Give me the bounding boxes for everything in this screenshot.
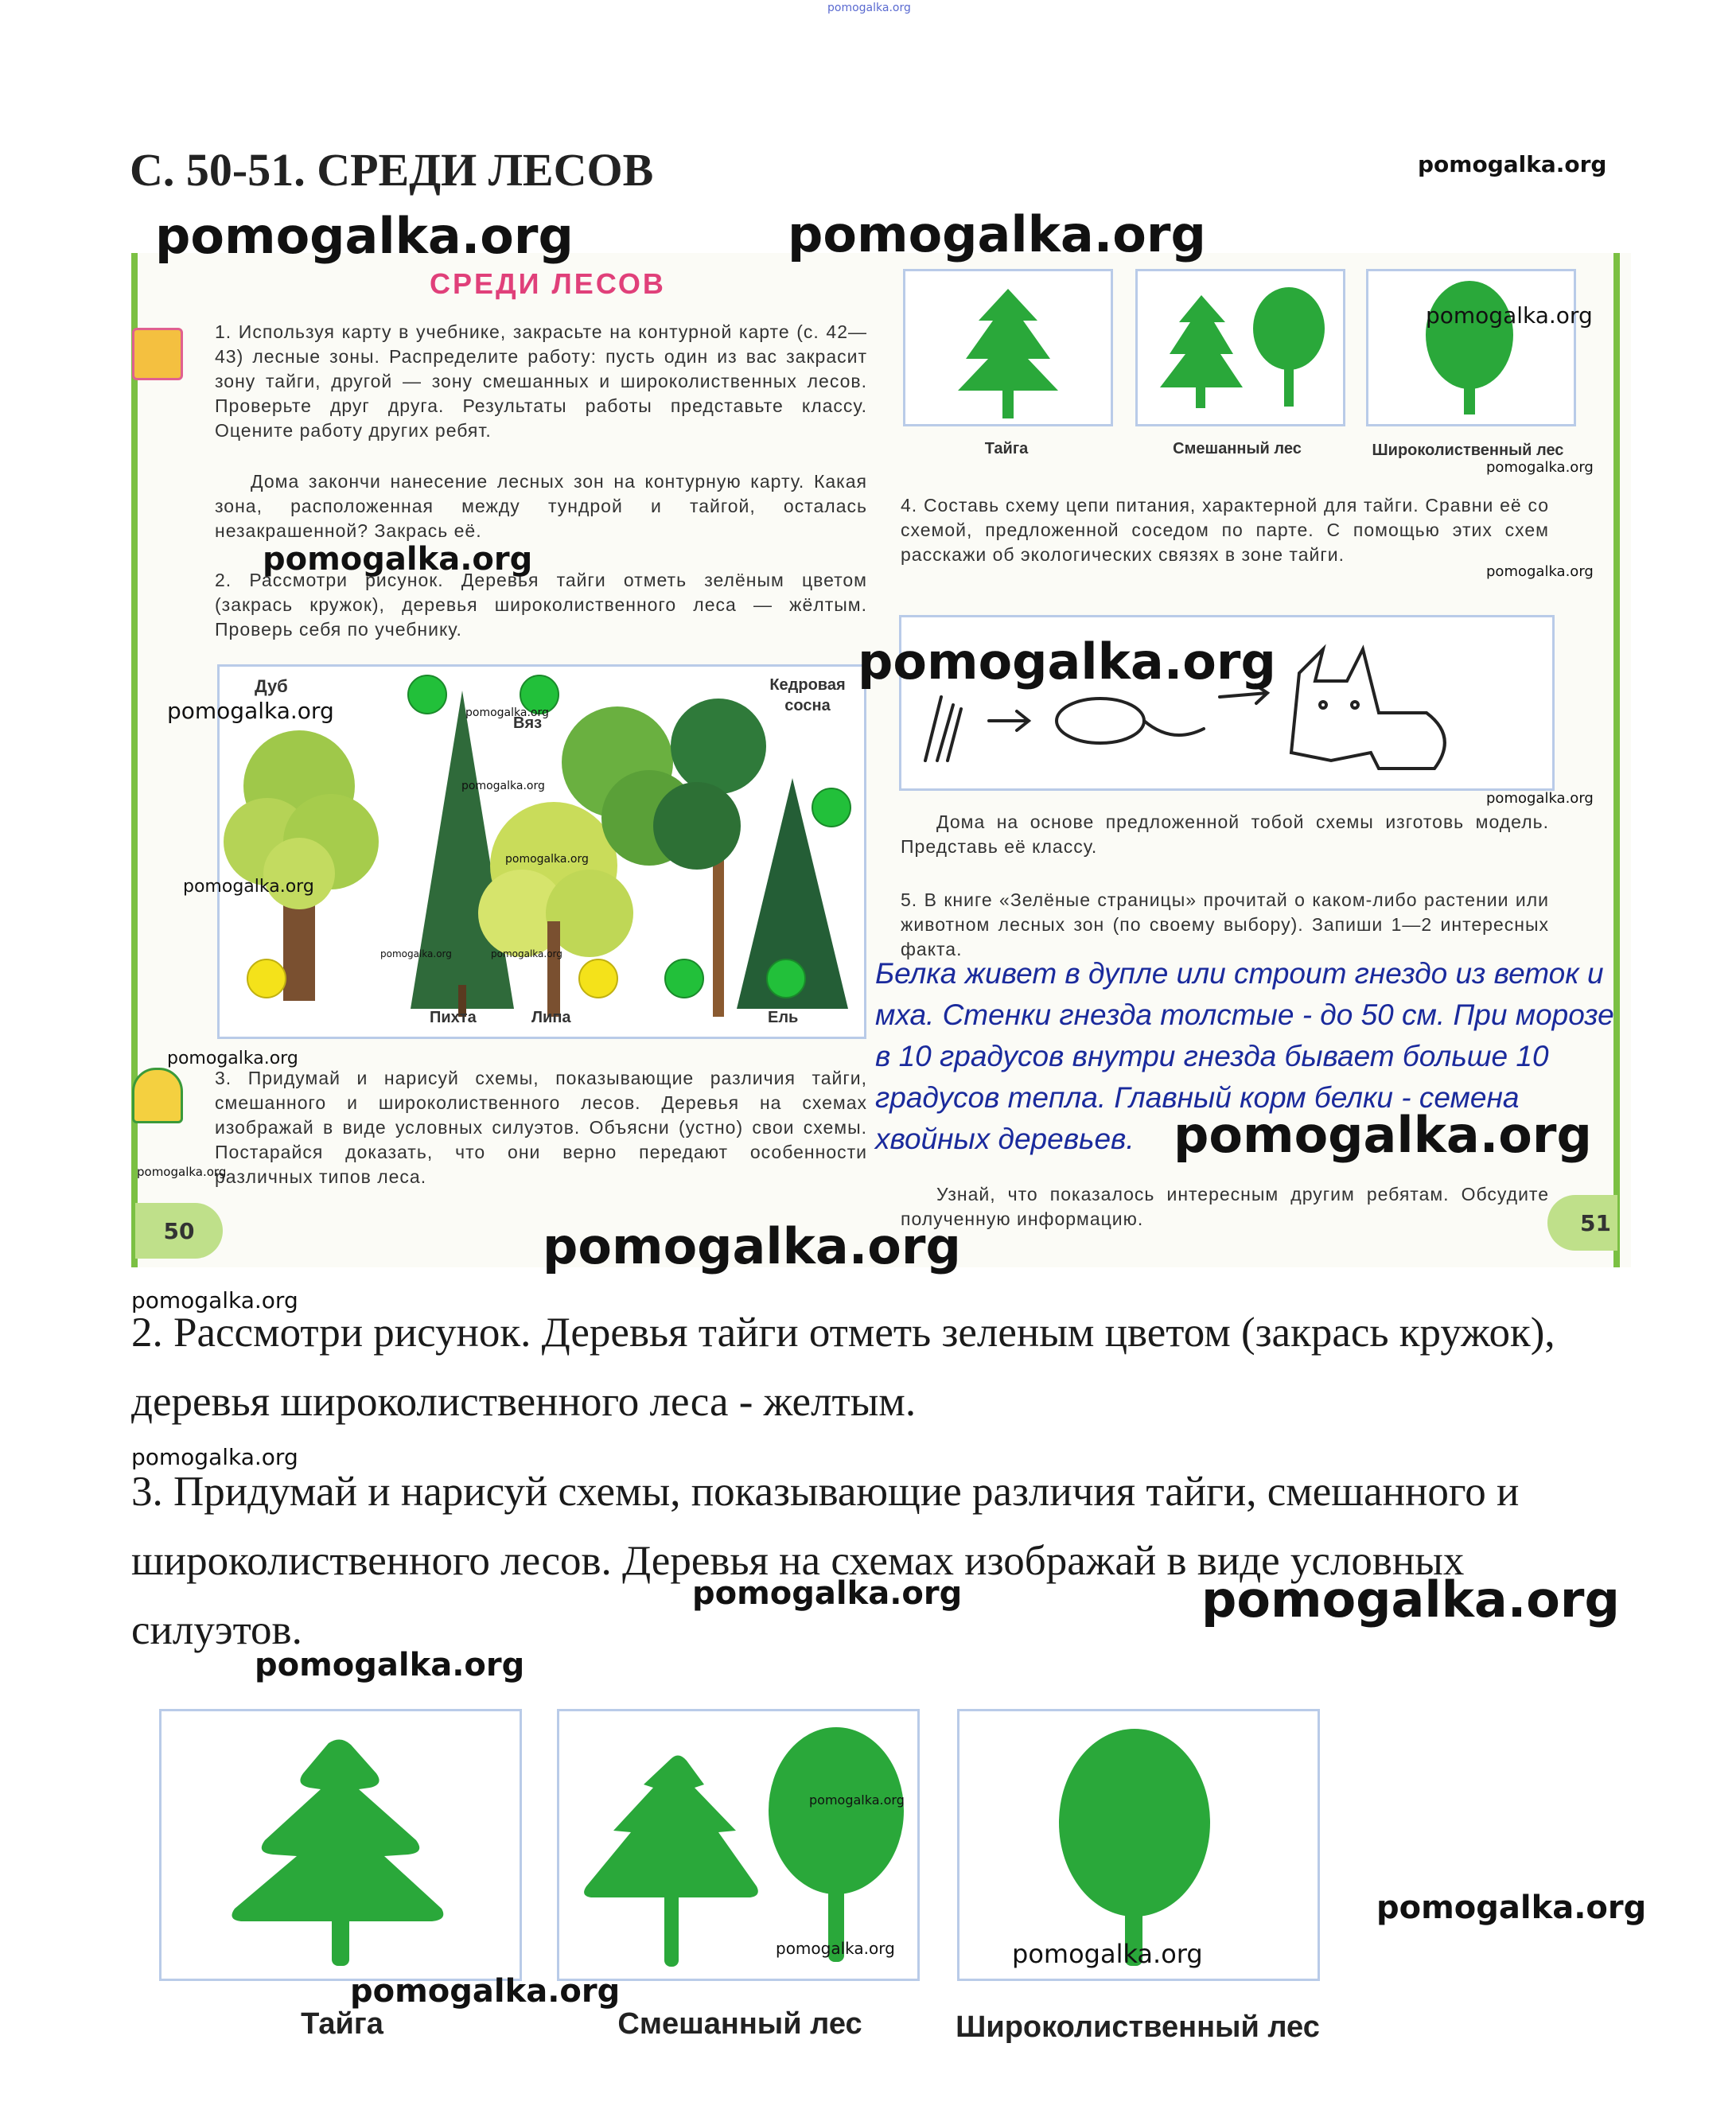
- footer-note: Узнай, что показалось интересным другим ребятам. Обсудите полученную информацию.: [901, 1184, 1549, 1229]
- green-marker: [812, 788, 851, 827]
- watermark: pomogalka.org: [1174, 1106, 1592, 1164]
- tree-label-lipa: Липа: [531, 1009, 571, 1026]
- task-4-text: 4. Составь схему цепи питания, характерной для тайги. Сравни её со схемой, предложенной соседом по парте. С помощью этих схем расскажи об экологических связях в зоне тайги.: [901, 495, 1549, 565]
- watermark: pomogalka.org: [461, 780, 545, 792]
- page-number-left: 50: [135, 1203, 223, 1259]
- watermark: pomogalka.org: [380, 948, 452, 959]
- handwritten-answer: Белка живет в дупле или строит гнездо из веток и мха. Стенки гнезда толстые - до 50 см. При морозе в 10 градусов внутри гнезда бывает больше 10 градусов тепла. Главный корм белки - семена хвойных деревьев.: [875, 957, 1614, 1155]
- schema-caption-small: Широколиственный лес: [1372, 442, 1564, 459]
- watermark: pomogalka.org: [1418, 151, 1607, 177]
- watermark: pomogalka.org: [788, 205, 1206, 263]
- yellow-marker: [578, 959, 618, 998]
- watermark: pomogalka.org: [827, 2, 911, 14]
- schema-caption-small: Смешанный лес: [1173, 440, 1302, 457]
- watermark: pomogalka.org: [1486, 563, 1594, 580]
- task-3-text: 3. Придумай и нарисуй схемы, показывающие различия тайги, смешанного и широколиственного лесов. Деревья на схемах изображай в виде условных силуэтов. Объясни (устно) свои схемы. Постарайся доказать, что они верно передают особенности различных типов леса.: [215, 1068, 867, 1187]
- mixed-trees-icon: [1138, 271, 1343, 424]
- watermark: pomogalka.org: [131, 1444, 298, 1470]
- spruce-icon: [162, 1711, 520, 1979]
- watermark: pomogalka.org: [1376, 1890, 1647, 1926]
- watermark: pomogalka.org: [692, 1575, 963, 1612]
- watermark: pomogalka.org: [167, 698, 334, 724]
- watermark: pomogalka.org: [491, 948, 562, 959]
- watermark: pomogalka.org: [465, 706, 549, 719]
- watermark: pomogalka.org: [350, 1973, 621, 2010]
- green-marker: [407, 675, 447, 714]
- watermark: pomogalka.org: [858, 632, 1276, 691]
- watermark: pomogalka.org: [155, 207, 574, 265]
- watermark: pomogalka.org: [505, 853, 589, 866]
- yellow-marker: [247, 959, 286, 998]
- owl-icon: [132, 1068, 183, 1123]
- watermark: pomogalka.org: [1012, 1939, 1203, 1969]
- schema-caption-small: Тайга: [984, 440, 1029, 457]
- tree-label-pihta: Пихта: [430, 1009, 477, 1026]
- watermark: pomogalka.org: [776, 1939, 895, 1958]
- watermark: pomogalka.org: [131, 1287, 298, 1314]
- schema-caption-broadleaf: Широколиственный лес: [956, 2010, 1320, 2044]
- green-marker: [664, 959, 704, 998]
- task-4b-text: Дома на основе предложенной тобой схемы изготовь модель. Представь её классу.: [901, 811, 1549, 857]
- watermark: pomogalka.org: [1201, 1570, 1620, 1629]
- textbook-title: СРЕДИ ЛЕСОВ: [430, 267, 666, 300]
- task-1-text: 1. Используя карту в учебнике, закрасьте на контурной карте (с. 42—43) лесные зоны. Распределите работу: пусть один из вас закрасит зону тайги, другой — зону смешанных и широколиственных лесов. Проверьте друг друга. Результаты работы представьте классу. Оцените работу других ребят.: [215, 321, 867, 441]
- watermark: pomogalka.org: [809, 1792, 905, 1808]
- watermark: pomogalka.org: [255, 1647, 525, 1683]
- schema-box-mixed-small: [1135, 269, 1345, 426]
- schema-caption-mixed: Смешанный лес: [617, 2007, 862, 2041]
- schema-box-broadleaf-small: [1366, 269, 1576, 426]
- tree-label-kedr: Кедровая сосна: [769, 676, 846, 714]
- watermark: pomogalka.org: [263, 541, 533, 578]
- task-3-answer-text: 3. Придумай и нарисуй схемы, показывающие различия тайги, смешанного и широколиственного лесов. Деревья на схемах изображай в виде условных силуэтов.: [131, 1469, 1520, 1653]
- book-icon: [132, 328, 183, 380]
- schema-box-taiga: [159, 1709, 522, 1981]
- task-1b-text: Дома закончи нанесение лесных зон на контурную карту. Какая зона, расположенная между тундрой и тайгой, осталась незакрашенной? Закрась её.: [215, 471, 867, 541]
- schema-box-taiga-small: [903, 269, 1113, 426]
- watermark: pomogalka.org: [1486, 459, 1594, 476]
- watermark: pomogalka.org: [543, 1217, 961, 1275]
- schema-caption-taiga: Тайга: [301, 2007, 383, 2041]
- watermark: pomogalka.org: [1426, 302, 1593, 329]
- tree-label-vyaz: Вяз: [513, 714, 543, 732]
- watermark: pomogalka.org: [1486, 790, 1594, 807]
- page-number-right: 51: [1547, 1195, 1617, 1251]
- watermark: pomogalka.org: [183, 877, 314, 897]
- page-title: С. 50-51. СРЕДИ ЛЕСОВ: [130, 144, 654, 196]
- task-2-text: 2. Рассмотри рисунок. Деревья тайги отметь зелёным цветом (закрась кружок), деревья широколиственного леса — жёлтым. Проверь себя по учебнику.: [215, 570, 867, 640]
- task-5-text: 5. В книге «Зелёные страницы» прочитай о каком-либо растении или животном лесных зон (по своему выбору). Запиши 1—2 интересных факта.: [901, 889, 1549, 959]
- broadleaf-tree-icon: [1368, 271, 1574, 424]
- tree-label-el: Ель: [768, 1009, 799, 1026]
- watermark: pomogalka.org: [137, 1165, 227, 1179]
- task-2-answer-text: 2. Рассмотри рисунок. Деревья тайги отметь зеленым цветом (закрась кружок), деревья широколиственного леса - желтым.: [131, 1310, 1555, 1425]
- tree-label-dub: Дуб: [255, 676, 288, 696]
- green-marker: [766, 959, 806, 998]
- spruce-icon: [905, 271, 1111, 424]
- watermark: pomogalka.org: [167, 1049, 298, 1068]
